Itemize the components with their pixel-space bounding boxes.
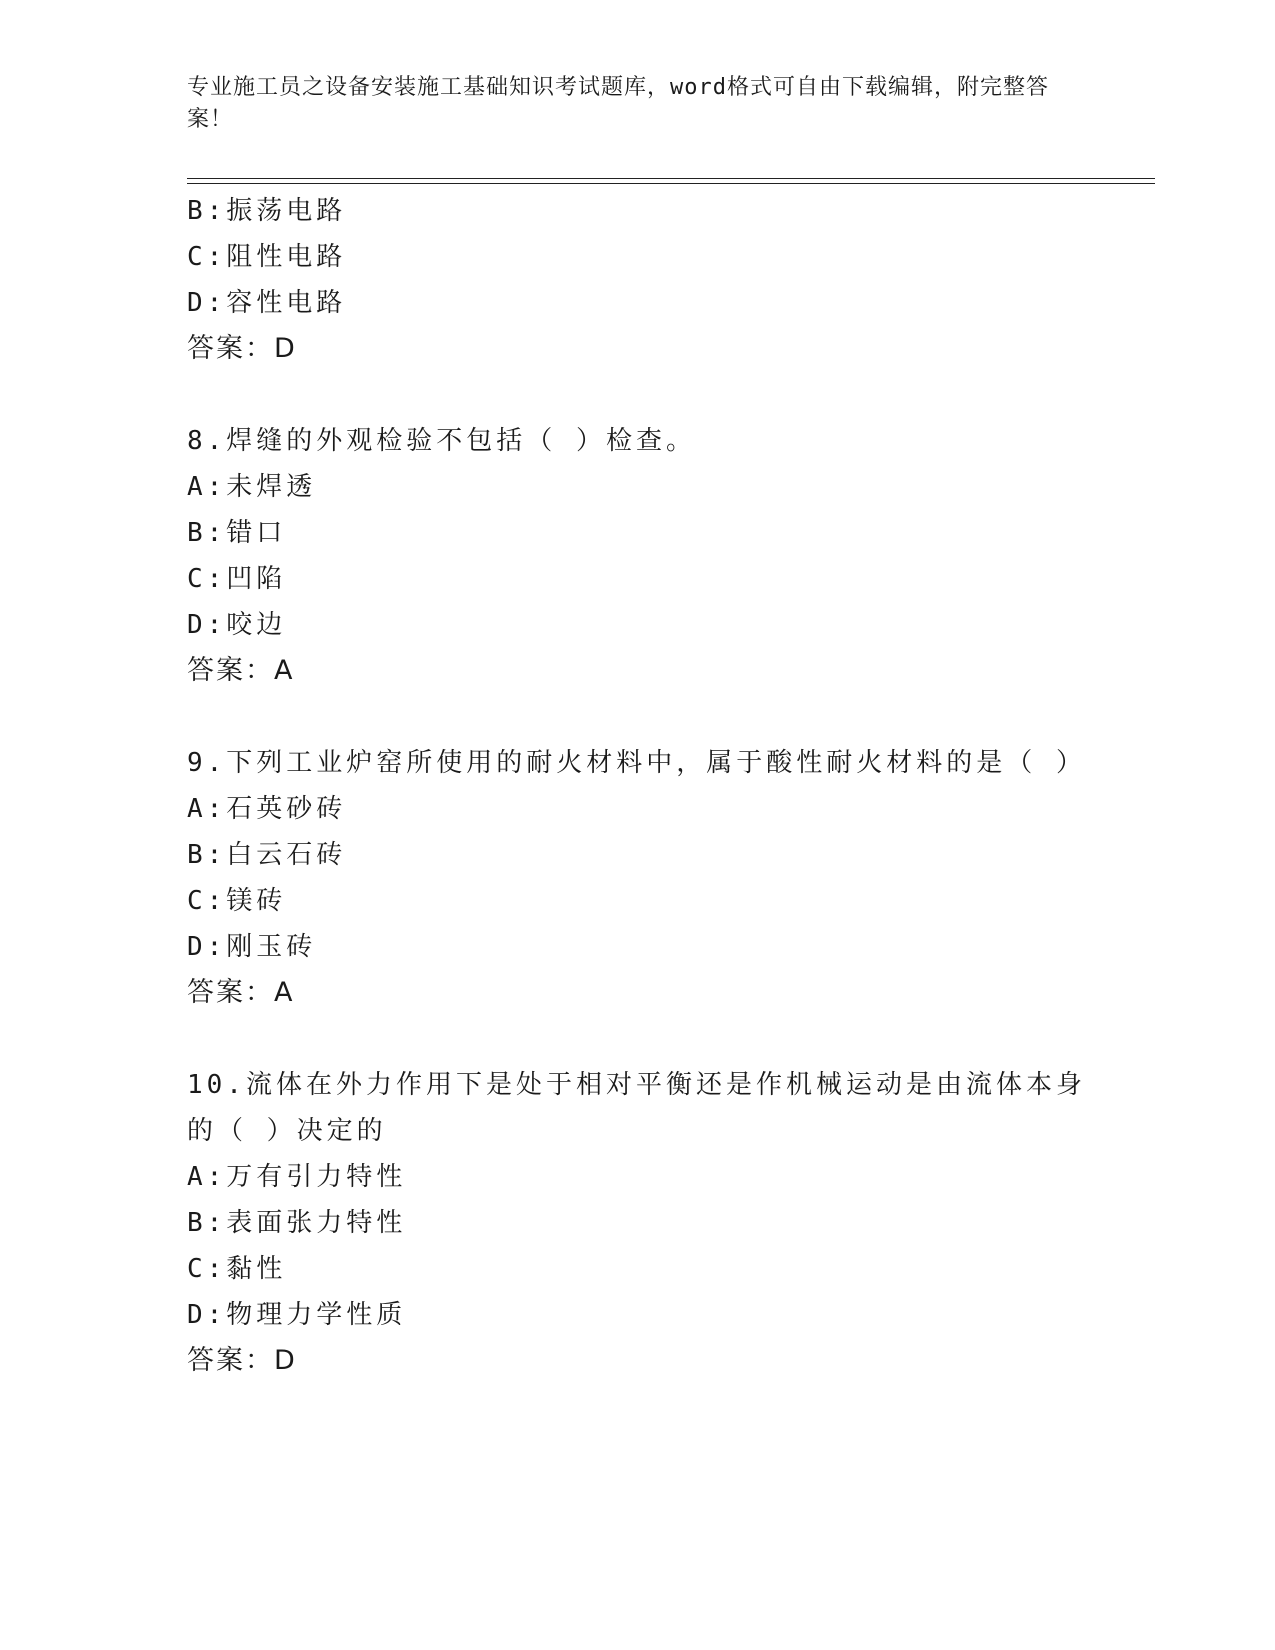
spacer: [187, 372, 1087, 418]
answer-value: D: [274, 1345, 296, 1376]
answer-line: [187, 970, 1087, 1016]
option-b: B:表面张力特性: [187, 1208, 407, 1238]
option-d: D:刚玉砖: [187, 932, 317, 962]
option-c: C:凹陷: [187, 564, 287, 594]
answer-label: 答案：: [187, 1345, 274, 1376]
option-d: D:物理力学性质: [187, 1300, 407, 1330]
answer-label: 答案：: [187, 655, 274, 686]
question-9: [187, 740, 1087, 1016]
document-header: [187, 72, 1067, 136]
answer-label: 答案：: [187, 333, 274, 364]
question-text: 10.流体在外力作用下是处于相对平衡还是作机械运动是由流体本身的（ ）决定的: [187, 1070, 1086, 1146]
header-divider-top: [187, 178, 1155, 179]
answer-line: [187, 326, 1087, 372]
answer-value: A: [274, 977, 294, 1008]
answer-line: [187, 1338, 1087, 1384]
option-a: A:石英砂砖: [187, 794, 347, 824]
question-text: 8.焊缝的外观检验不包括（ ）检查。: [187, 426, 696, 456]
question-10: [187, 1062, 1087, 1384]
option-d: D:容性电路: [187, 288, 347, 318]
option-c: C:镁砖: [187, 886, 287, 916]
option-c: C:黏性: [187, 1254, 287, 1284]
spacer: [187, 694, 1087, 740]
question-8: [187, 418, 1087, 694]
option-a: A:未焊透: [187, 472, 317, 502]
spacer: [187, 1016, 1087, 1062]
option-d: D:咬边: [187, 610, 287, 640]
answer-line: [187, 648, 1087, 694]
option-c: C:阻性电路: [187, 242, 347, 272]
option-a: A:万有引力特性: [187, 1162, 407, 1192]
option-b: B:错口: [187, 518, 287, 548]
question-list: [187, 188, 1087, 1384]
header-text: 专业施工员之设备安装施工基础知识考试题库，word格式可自由下载编辑，附完整答案！: [187, 75, 1049, 132]
answer-value: D: [274, 333, 296, 364]
question-7-continuation: [187, 188, 1087, 372]
answer-value: A: [274, 655, 294, 686]
option-b: B:振荡电路: [187, 196, 347, 226]
answer-label: 答案：: [187, 977, 274, 1008]
question-text: 9.下列工业炉窑所使用的耐火材料中，属于酸性耐火材料的是（ ）: [187, 748, 1086, 778]
header-divider-bottom: [187, 183, 1155, 184]
option-b: B:白云石砖: [187, 840, 347, 870]
